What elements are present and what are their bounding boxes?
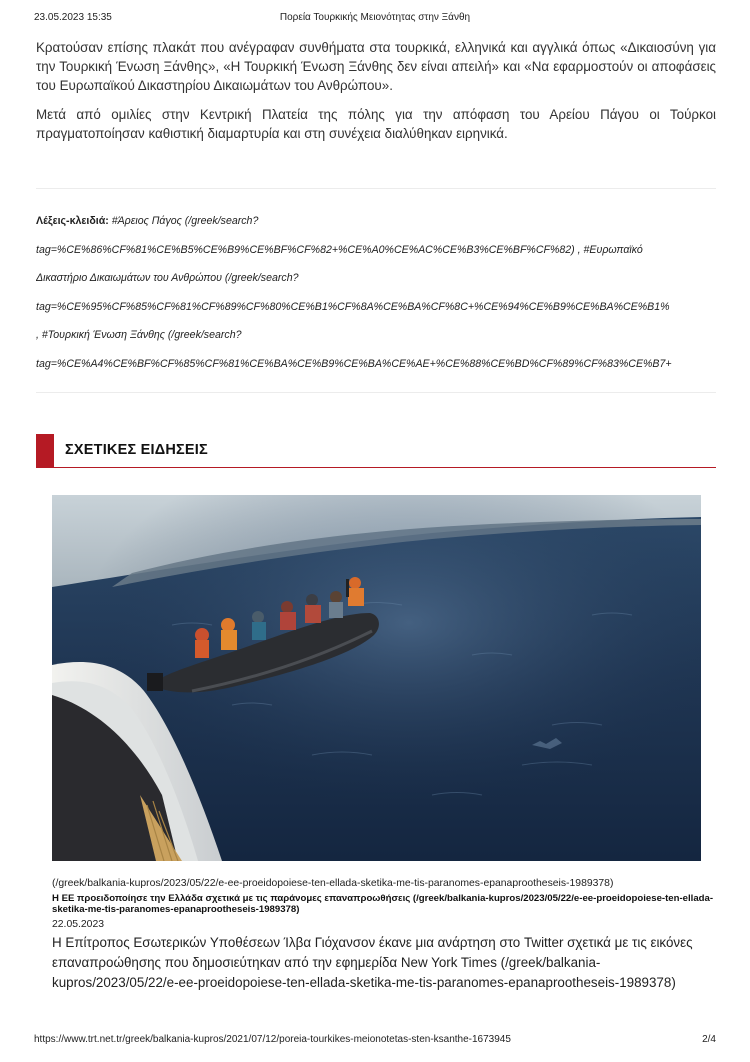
keyword-link-turkish-union[interactable]: , #Τουρκική Ένωση Ξάνθης (/greek/search? (36, 329, 242, 341)
print-footer (34, 1034, 716, 1048)
related-news-title: ΣΧΕΤΙΚΕΣ ΕΙΔΗΣΕΙΣ (65, 442, 208, 458)
keywords-label: Λέξεις-κλειδιά: (36, 215, 109, 227)
related-news-item (52, 877, 716, 993)
article-body (36, 38, 716, 153)
keywords-line (36, 207, 716, 236)
print-page-url: https://www.trt.net.tr/greek/balkania-kupros/2021/07/12/poreia-tourkikes-meionotetas-sten-ksanthe-1673945 (34, 1034, 511, 1045)
section-accent-bar (36, 434, 54, 467)
related-news-image[interactable] (52, 495, 701, 861)
related-news-headline[interactable]: Η ΕΕ προειδοποίησε την Ελλάδα σχετικά με τις παράνομες επαναπροωθήσεις (/greek/balkania-kupros/2023/05/22/e-ee-proeidopoiese-ten-ellada-sketika-me-tis-paranomes-epanaprootheseis-1989378) (52, 893, 714, 915)
related-news-date: 22.05.2023 (52, 919, 105, 930)
print-page-number: 2/4 (702, 1034, 716, 1045)
keyword-link-echr[interactable]: Δικαστήριο Δικαιωμάτων του Ανθρώπου (/greek/search? (36, 272, 299, 284)
print-datetime: 23.05.2023 15:35 (34, 12, 112, 23)
keyword-link-url[interactable]: tag=%CE%95%CF%85%CF%81%CF%89%CF%80%CE%B1%CF%8A%CE%BA%CF%8C+%CE%94%CE%B9%CE%BA%CE%B1% (36, 300, 670, 313)
print-page-title: Πορεία Τουρκικής Μειονότητας στην Ξάνθη (279, 12, 471, 23)
related-news-header (36, 434, 716, 468)
article-paragraph: Μετά από ομιλίες στην Κεντρική Πλατεία της πόλης για την απόφαση του Αρείου Πάγου οι Τούρκοι πραγματοποίησαν καθιστική διαμαρτυρία και στη συνέχεια διαλύθηκαν ειρηνικά. (36, 107, 716, 141)
related-news-summary: Η Επίτροπος Εσωτερικών Υποθέσεων Ίλβα Γιόχανσον έκανε μια ανάρτηση στο Twitter σχετικά με τις εικόνες επαναπροώθησης που δημοσιεύτηκαν από την εφημερίδα New York Times (/greek/balkania-kupros/2023/05/22/e-ee-proeidopoiese-ten-ellada-sketika-me-tis-paranomes-epanaprootheseis-1989378) (52, 935, 693, 990)
article-paragraph: Κρατούσαν επίσης πλακάτ που ανέγραφαν συνθήματα στα τουρκικά, ελληνικά και αγγλικά όπως «Δικαιοσύνη για την Τουρκική Ένωση Ξάνθης», «Η Τουρκική Ένωση Ξάνθης δεν είναι απειλή» και «Να εφαρμοστούν οι αποφάσεις του Ευρωπαϊκού Δικαστηρίου Δικαιωμάτων του Ανθρώπου». (36, 40, 716, 93)
related-news-link[interactable]: (/greek/balkania-kupros/2023/05/22/e-ee-proeidopoiese-ten-ellada-sketika-me-tis-paranomes-epanaprootheseis-1989378) (52, 878, 614, 889)
keyword-link-url[interactable]: tag=%CE%A4%CE%BF%CF%85%CF%81%CE%BA%CE%B9%CE%BA%CE%AE+%CE%88%CE%BD%CF%89%CF%83%CE%B7+ (36, 357, 672, 370)
sea-boat-photo (52, 495, 701, 861)
divider (36, 188, 716, 189)
keywords-block (36, 207, 716, 378)
keyword-link-areios-pagos[interactable]: #Άρειος Πάγος (/greek/search? (111, 215, 259, 227)
print-header (34, 12, 716, 26)
divider (36, 392, 716, 393)
keyword-link-url[interactable]: tag=%CE%86%CF%81%CE%B5%CE%B9%CE%BF%CF%82+%CE%A0%CE%AC%CE%B3%CE%BF%CF%82) , #Ευρωπαϊκό (36, 243, 643, 256)
